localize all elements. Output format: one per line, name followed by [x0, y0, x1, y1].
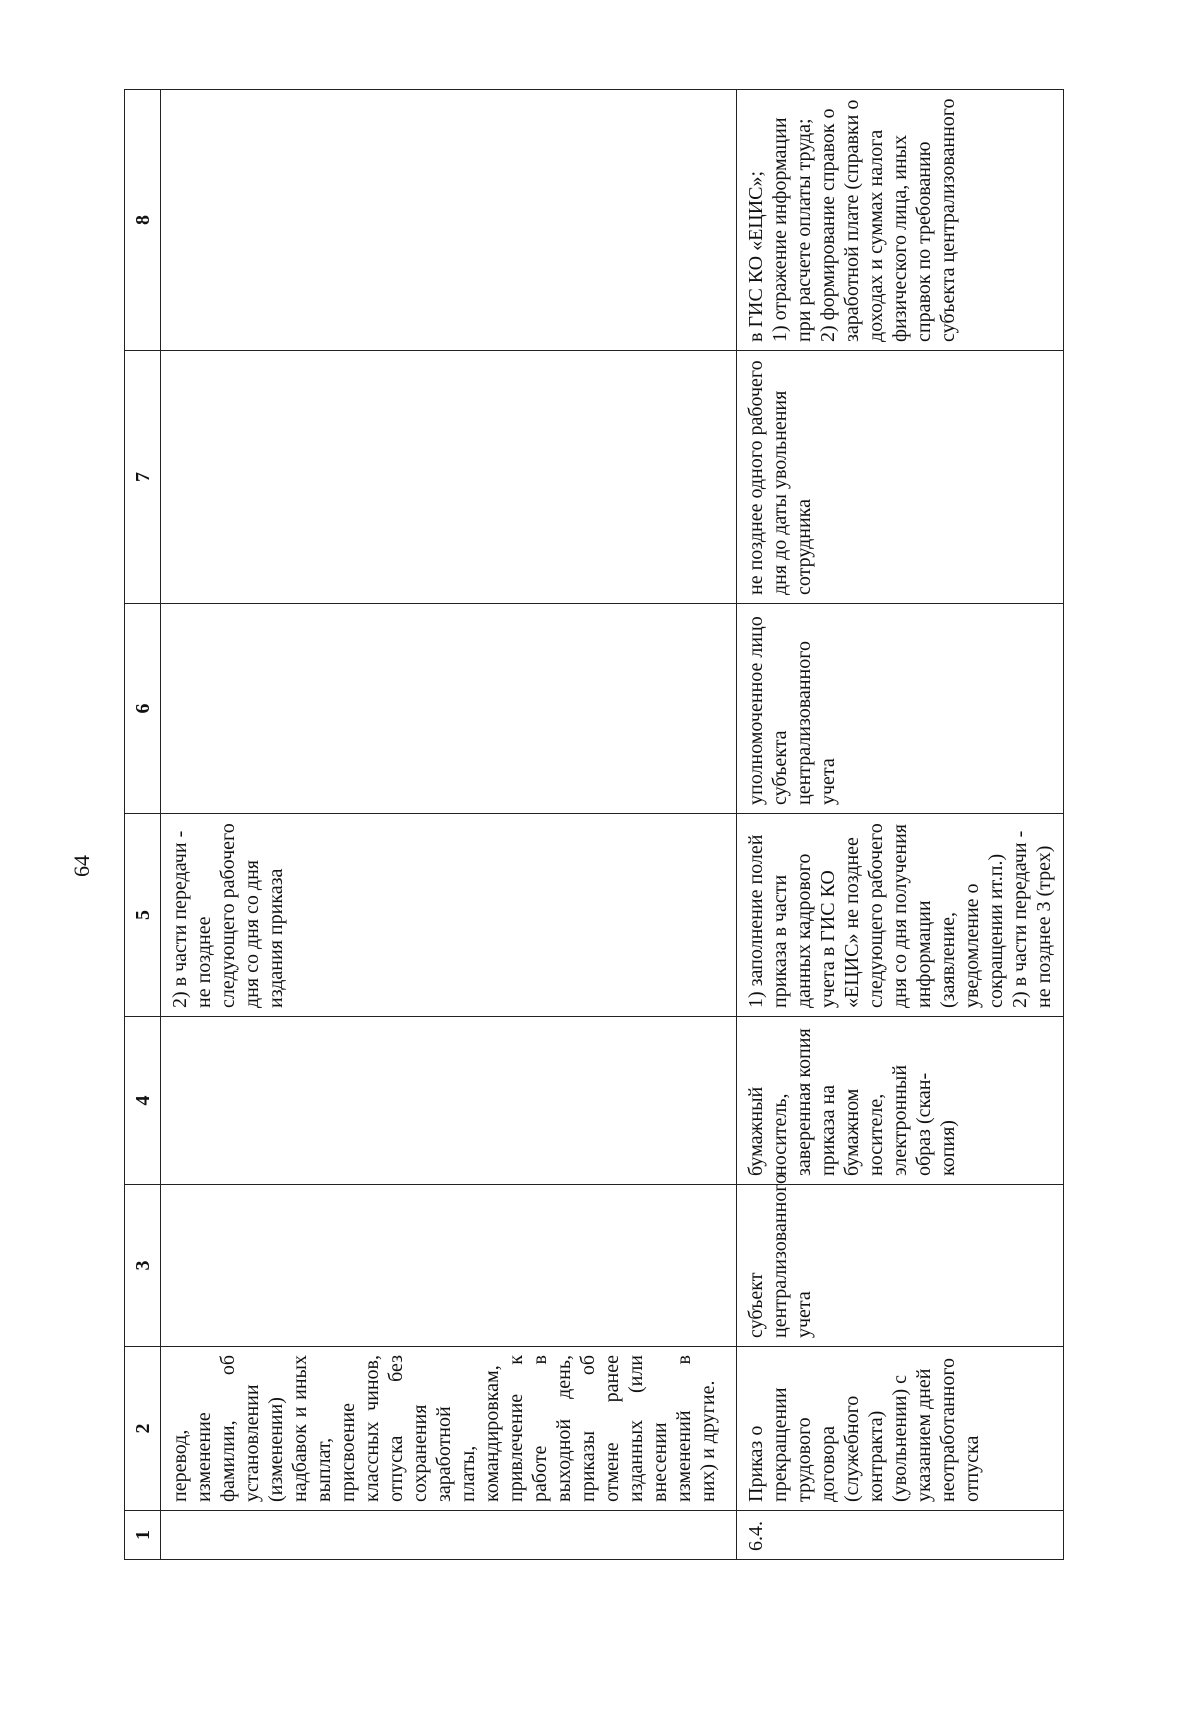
cell-format: бумажный носитель, заверенная копия приказа на бумажном носителе, электронный образ (скан-копия) — [737, 1017, 1064, 1185]
cell-document: перевод, изменение фамилии, об установлении (изменении) надбавок и иных выплат, присвоение классных чинов, отпуска без сохранения заработной платы, командировкам, привлечение к работе в выходной день, приказы об отмене ранее изданных (или внесении изменений в них) и другие. — [161, 1347, 737, 1511]
cell-responsible: субъект централизованного учета — [737, 1185, 1064, 1347]
rotated-table-container — [124, 90, 1062, 1560]
col-header-6: 6 — [125, 604, 161, 814]
cell-usage — [161, 90, 737, 351]
cell-executor — [161, 604, 737, 814]
data-table — [124, 89, 1064, 1560]
cell-term — [161, 351, 737, 604]
col-header-5: 5 — [125, 814, 161, 1017]
usage-item-0: в ГИС КО «ЕЦИС»; — [745, 170, 767, 342]
table-row — [737, 90, 1064, 1560]
header-row — [125, 90, 161, 1560]
deadline-item-2: 2) в части передачи - не позднее 3 (трех) — [1009, 830, 1055, 1008]
table-row — [161, 90, 737, 1560]
col-header-7: 7 — [125, 351, 161, 604]
col-header-1: 1 — [125, 1511, 161, 1560]
usage-item-2: 2) формирование справок о заработной плате (справки о доходах и суммах налога физического лица, иных справок по требованию субъекта централизованного — [817, 98, 959, 342]
col-header-4: 4 — [125, 1017, 161, 1185]
cell-number: 6.4. — [737, 1511, 1064, 1560]
col-header-8: 8 — [125, 90, 161, 351]
cell-term: не позднее одного рабочего дня до даты увольнения сотрудника — [737, 351, 1064, 604]
cell-deadline: 2) в части передачи - не позднее следующего рабочего дня со дня со дня издания приказа — [161, 814, 737, 1017]
cell-number — [161, 1511, 737, 1560]
deadline-item-1: 1) заполнение полей приказа в части данных кадрового учета в ГИС КО «ЕЦИС» не позднее следующего рабочего дня со дня получения информации (заявление, уведомление о сокращении ит.п.) — [745, 823, 1007, 1008]
cell-document: Приказ о прекращении трудового договора (служебного контракта) (увольнении) с указанием дней неотработанного отпуска — [737, 1347, 1064, 1511]
col-header-2: 2 — [125, 1347, 161, 1511]
cell-format — [161, 1017, 737, 1185]
cell-usage — [737, 90, 1064, 351]
cell-deadline — [737, 814, 1064, 1017]
page-number: 64 — [69, 855, 94, 877]
cell-responsible — [161, 1185, 737, 1347]
usage-item-1: 1) отражение информации при расчете оплаты труда; — [769, 117, 815, 342]
cell-executor: уполномоченное лицо субъекта централизованного учета — [737, 604, 1064, 814]
col-header-3: 3 — [125, 1185, 161, 1347]
